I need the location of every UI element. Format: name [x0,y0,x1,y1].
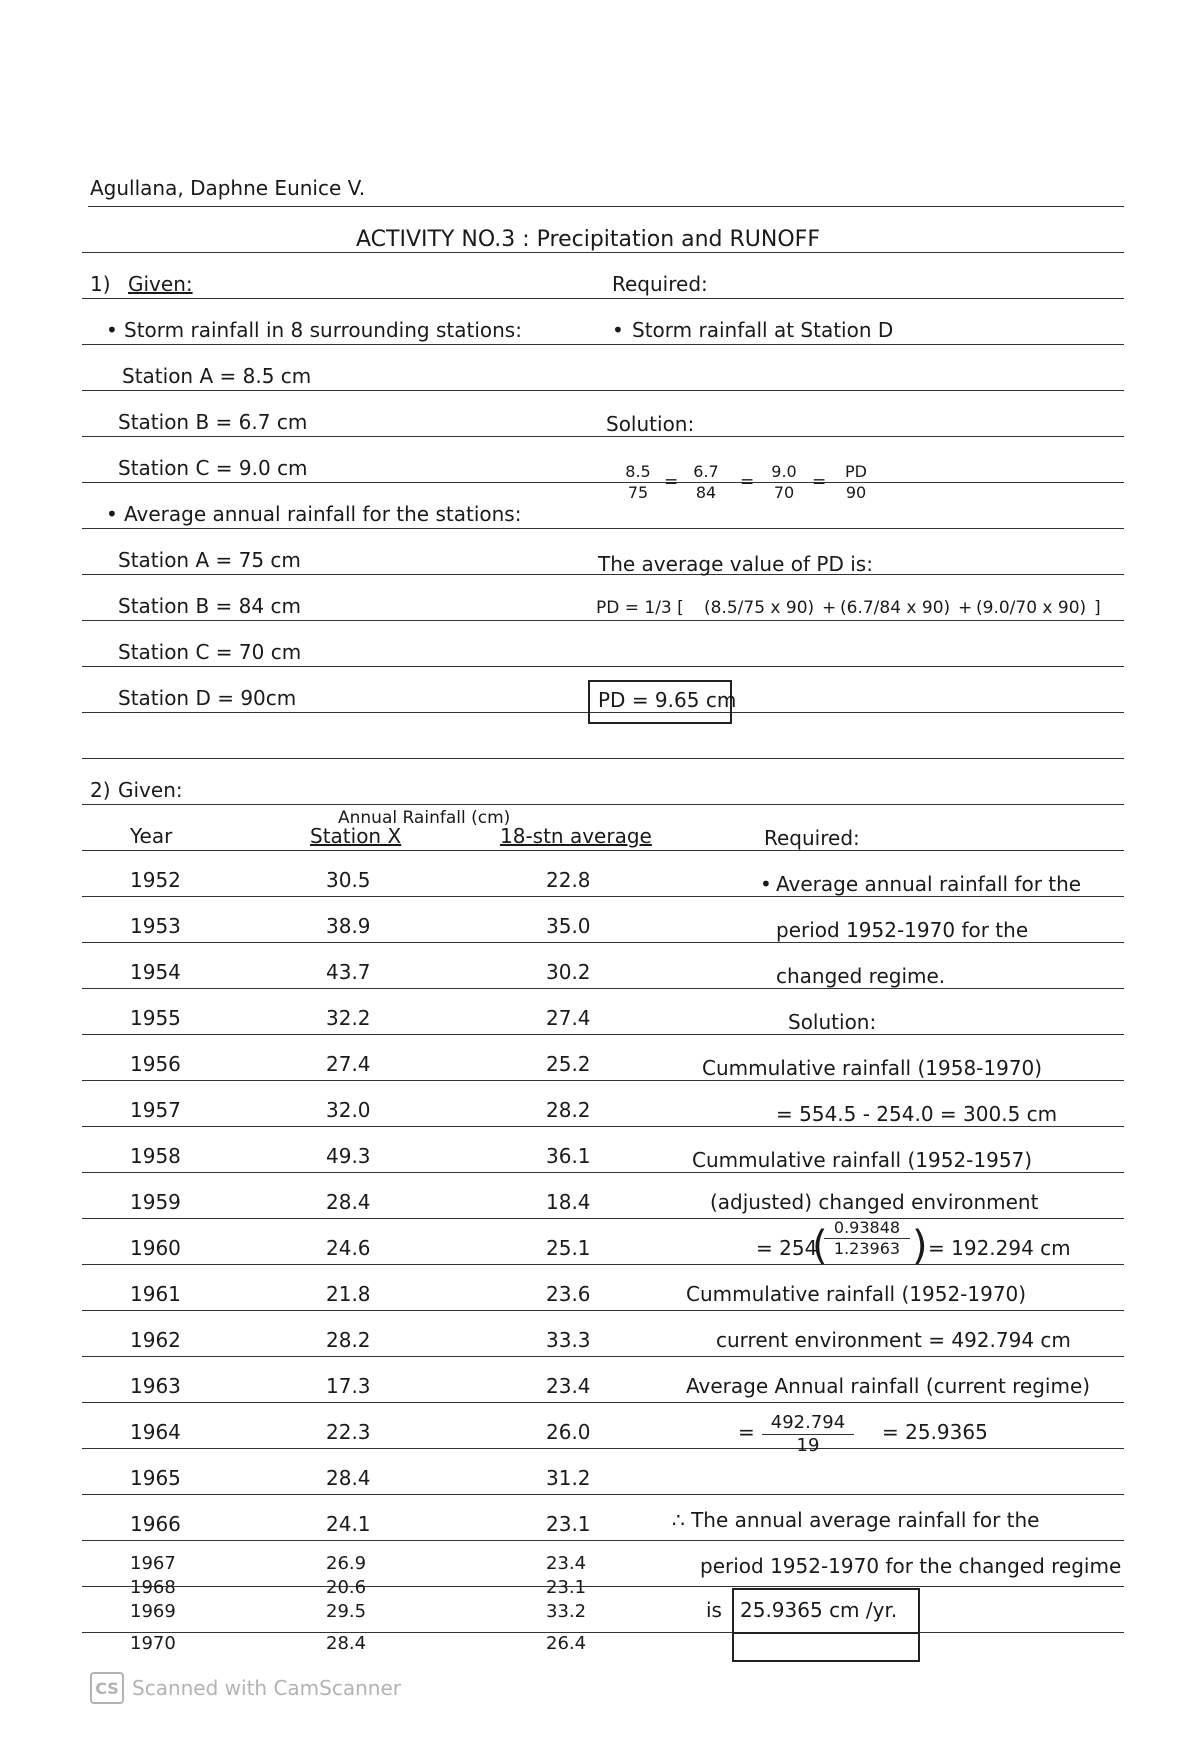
ruled-line [82,482,1124,483]
ratio-fraction-d: $\frac{PD}{90}$ [834,462,878,503]
problem-2-number: 2) [90,778,111,802]
ruled-line [82,1632,1124,1633]
equals-sign: = [664,472,679,492]
row-year: 1958 [130,1144,181,1168]
row-18-stn-average: 23.6 [546,1282,591,1306]
row-18-stn-average: 33.3 [546,1328,591,1352]
camscanner-logo-icon: CS [90,1672,124,1704]
ruled-line [82,1356,1124,1357]
pd-formula-term-c: (9.0/70 x 90) [976,598,1087,618]
answer-pd: PD = 9.65 cm [598,688,737,712]
cumulative-1952-1970-value: current environment = 492.794 cm [716,1328,1071,1352]
row-station-x: 17.3 [326,1374,371,1398]
average-value-text: The average value of PD is: [598,552,873,576]
row-18-stn-average: 18.4 [546,1190,591,1214]
cumulative-1952-1957-prefix: = 254 [756,1236,818,1260]
equals-sign: = [740,472,755,492]
table-caption: Annual Rainfall (cm) [338,808,511,828]
paren-close: ) [912,1223,928,1269]
row-year: 1962 [130,1328,181,1352]
row-year: 1969 [130,1601,176,1622]
row-18-stn-average: 23.1 [546,1512,591,1536]
storm-station-c: Station C = 9.0 cm [118,456,308,480]
author-name: Agullana, Daphne Eunice V. [90,176,366,200]
ruled-line [82,298,1124,299]
row-18-stn-average: 27.4 [546,1006,591,1030]
row-18-stn-average: 26.4 [546,1633,587,1654]
ruled-line [82,1218,1124,1219]
row-station-x: 24.6 [326,1236,371,1260]
problem-1-given-label: Given: [128,272,193,296]
row-year: 1956 [130,1052,181,1076]
row-station-x: 22.3 [326,1420,371,1444]
ruled-line [82,1402,1124,1403]
row-year: 1960 [130,1236,181,1260]
row-year: 1955 [130,1006,181,1030]
row-station-x: 49.3 [326,1144,371,1168]
storm-station-b: Station B = 6.7 cm [118,410,308,434]
row-station-x: 32.0 [326,1098,371,1122]
bullet-dot: • [106,502,118,526]
header-18-stn-average: 18-stn average [500,824,652,848]
row-year: 1966 [130,1512,181,1536]
ruled-line [82,1310,1124,1311]
scanned-with-text: Scanned with CamScanner [132,1676,401,1700]
row-18-stn-average: 25.1 [546,1236,591,1260]
row-18-stn-average: 35.0 [546,914,591,938]
row-year: 1964 [130,1420,181,1444]
ruled-line [82,1494,1124,1495]
average-fraction: $\frac{492.794}{19}$ [762,1412,854,1457]
cumulative-1952-1957-label: Cummulative rainfall (1952-1957) [692,1148,1033,1172]
row-year: 1959 [130,1190,181,1214]
row-station-x: 28.4 [326,1190,371,1214]
pd-formula-term-a: (8.5/75 x 90) [704,598,815,618]
solution-label-2: Solution: [788,1010,877,1034]
row-year: 1957 [130,1098,181,1122]
cumulative-1952-1970-label: Cummulative rainfall (1952-1970) [686,1282,1027,1306]
activity-title: ACTIVITY NO.3 : Precipitation and RUNOFF [356,227,820,252]
header-station-x: Station X [310,824,402,848]
bullet-dot: • [106,318,118,342]
row-18-stn-average: 26.0 [546,1420,591,1444]
camscanner-watermark [90,1672,401,1704]
ruled-line [82,666,1124,667]
bullet-dot: • [612,318,624,342]
ruled-line [82,252,1124,253]
row-station-x: 32.2 [326,1006,371,1030]
pd-formula-close: ] [1094,598,1101,618]
row-station-x: 29.5 [326,1601,367,1622]
adjustment-ratio: $\frac{0.93848}{1.23963}$ [824,1218,910,1259]
row-year: 1970 [130,1633,176,1654]
row-station-x: 27.4 [326,1052,371,1076]
ruled-line [82,896,1124,897]
row-year: 1967 [130,1553,176,1574]
ratio-fraction-b: $\frac{6.7}{84}$ [684,462,728,503]
storm-rainfall-bullet: Storm rainfall in 8 surrounding stations: [124,318,522,342]
row-18-stn-average: 23.4 [546,1553,587,1574]
avg-station-b: Station B = 84 cm [118,594,301,618]
required-line-1: Average annual rainfall for the [776,872,1082,896]
pd-formula-lhs: PD = 1/3 [ [596,598,684,618]
ratio-fraction-a: $\frac{8.5}{75}$ [616,462,660,503]
pd-formula-term-b: (6.7/84 x 90) [840,598,951,618]
row-station-x: 26.9 [326,1553,367,1574]
average-annual-label: Average Annual rainfall (current regime) [686,1374,1091,1398]
row-18-stn-average: 25.2 [546,1052,591,1076]
row-18-stn-average: 33.2 [546,1601,587,1622]
row-18-stn-average: 23.1 [546,1577,587,1598]
cumulative-1952-1957-sub: (adjusted) changed environment [710,1190,1039,1214]
row-18-stn-average: 22.8 [546,868,591,892]
ruled-line [82,1080,1124,1081]
conclusion-line-2: period 1952-1970 for the changed regime [700,1554,1122,1578]
row-18-stn-average: 30.2 [546,960,591,984]
bullet-dot: • [760,872,772,896]
equals-sign: = [812,472,827,492]
average-rainfall-bullet: Average annual rainfall for the stations: [124,502,522,526]
ruled-line [82,758,1124,759]
row-station-x: 43.7 [326,960,371,984]
row-station-x: 28.4 [326,1466,371,1490]
row-station-x: 24.1 [326,1512,371,1536]
ruled-line [82,1586,1124,1587]
row-year: 1963 [130,1374,181,1398]
row-year: 1968 [130,1577,176,1598]
required-line-2: period 1952-1970 for the [776,918,1029,942]
row-station-x: 21.8 [326,1282,371,1306]
conclusion-is: is [706,1598,722,1622]
ruled-line [88,206,1124,207]
avg-station-d: Station D = 90cm [118,686,297,710]
required-storm-station-d: Storm rainfall at Station D [632,318,894,342]
row-station-x: 28.2 [326,1328,371,1352]
problem-2-required-label: Required: [764,826,860,850]
row-year: 1961 [130,1282,181,1306]
ruled-line [82,1448,1124,1449]
ruled-line [82,804,1124,805]
problem-2-given-label: Given: [118,778,183,802]
ruled-line [82,1264,1124,1265]
paren-open: ( [812,1223,828,1269]
row-year: 1952 [130,868,181,892]
ruled-line [82,390,1124,391]
cumulative-1952-1957-result: = 192.294 cm [928,1236,1071,1260]
average-result: = 25.9365 [882,1420,988,1444]
ruled-line [82,436,1124,437]
ratio-fraction-c: $\frac{9.0}{70}$ [762,462,806,503]
ruled-line [82,1034,1124,1035]
average-prefix: = [738,1420,755,1444]
row-year: 1965 [130,1466,181,1490]
ruled-line [82,988,1124,989]
problem-1-required-label: Required: [612,272,708,296]
cumulative-1958-1970-label: Cummulative rainfall (1958-1970) [702,1056,1043,1080]
ruled-line [82,1172,1124,1173]
ruled-line [82,850,1124,851]
row-18-stn-average: 23.4 [546,1374,591,1398]
cumulative-1958-1970-value: = 554.5 - 254.0 = 300.5 cm [776,1102,1058,1126]
row-year: 1954 [130,960,181,984]
avg-station-a: Station A = 75 cm [118,548,301,572]
plus-sign: + [822,598,837,618]
ruled-line [82,528,1124,529]
conclusion-line-1: ∴ The annual average rainfall for the [672,1508,1040,1532]
row-station-x: 38.9 [326,914,371,938]
storm-station-a: Station A = 8.5 cm [122,364,312,388]
solution-label-1: Solution: [606,412,695,436]
row-18-stn-average: 28.2 [546,1098,591,1122]
avg-station-c: Station C = 70 cm [118,640,302,664]
ruled-line [82,942,1124,943]
ruled-line [82,620,1124,621]
row-station-x: 28.4 [326,1633,367,1654]
header-year: Year [130,824,173,848]
final-answer-outer-box [732,1630,920,1662]
problem-1-number: 1) [90,272,111,296]
row-18-stn-average: 31.2 [546,1466,591,1490]
ruled-line [82,344,1124,345]
row-year: 1953 [130,914,181,938]
row-station-x: 20.6 [326,1577,367,1598]
row-station-x: 30.5 [326,868,371,892]
plus-sign: + [958,598,973,618]
final-answer: 25.9365 cm /yr. [740,1598,898,1622]
row-18-stn-average: 36.1 [546,1144,591,1168]
required-line-3: changed regime. [776,964,946,988]
ruled-line [82,1126,1124,1127]
ruled-line [82,1540,1124,1541]
